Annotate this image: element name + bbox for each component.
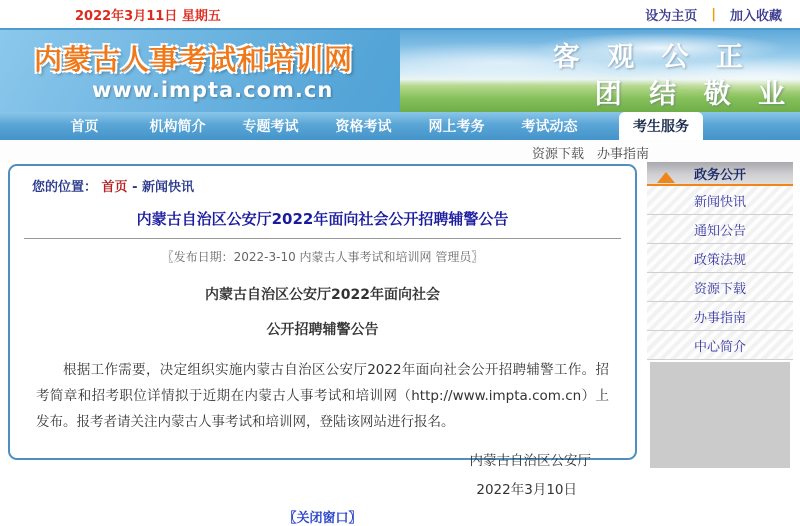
subnav-service-guide[interactable]: 办事指南: [597, 147, 650, 162]
breadcrumb-prefix: 您的位置：: [32, 180, 98, 195]
title-divider: [24, 238, 621, 239]
subnav-resource-download[interactable]: 资源下载: [532, 147, 585, 162]
article-signature-date: 2022年3月10日: [476, 482, 577, 498]
breadcrumb: [10, 166, 635, 195]
breadcrumb-separator: -: [132, 180, 143, 195]
triangle-up-icon: [657, 172, 675, 183]
header-scenery-image: [400, 30, 800, 112]
nav-item-home[interactable]: 首页: [70, 119, 99, 135]
slogan-line-1: 客 观 公 正: [552, 42, 752, 73]
article-body-paragraph: 根据工作需要，决定组织实施内蒙古自治区公安厅2022年面向社会公开招聘辅警工作。招考简章和招考职位详情拟于近期在内蒙古人事考试和培训网（http://www.impta.com.cn）上发布。报考者请关注内蒙古人事考试和培训网，登陆该网站进行报名。: [36, 362, 609, 430]
main-navigation: [0, 112, 800, 140]
top-utility-bar: [0, 0, 800, 28]
breadcrumb-home-link[interactable]: 首页: [101, 180, 128, 195]
article-subtitle-line1: 内蒙古自治区公安厅2022年面向社会: [205, 287, 440, 303]
site-logo-area: [0, 30, 400, 112]
site-url: www.impta.com.cn: [92, 78, 334, 102]
nav-item-about[interactable]: 机构简介: [149, 119, 206, 135]
sidebar-header: [647, 162, 793, 186]
close-window-link[interactable]: 〖关闭窗口〗: [283, 511, 362, 526]
nav-item-qualification-exams[interactable]: 资格考试: [335, 119, 392, 135]
add-favorite-link[interactable]: 加入收藏: [729, 8, 782, 24]
article-subtitle-line2: 公开招聘辅警公告: [266, 322, 379, 338]
right-sidebar: [647, 162, 793, 468]
sidebar-item-service-guide[interactable]: 办事指南: [647, 302, 793, 331]
nav-item-candidate-services-active[interactable]: 考生服务: [619, 112, 703, 140]
article-title: 内蒙古自治区公安厅2022年面向社会公开招聘辅警公告: [136, 210, 509, 228]
link-separator: |: [711, 6, 716, 22]
sidebar-item-center-intro[interactable]: 中心简介: [647, 331, 793, 360]
main-area: [0, 162, 800, 526]
sub-navigation: [0, 140, 800, 162]
top-links: [645, 5, 782, 24]
article-content-box: [8, 164, 637, 526]
nav-item-online-exam-affairs[interactable]: 网上考务: [428, 119, 485, 135]
sidebar-item-downloads[interactable]: 资源下载: [647, 273, 793, 302]
set-homepage-link[interactable]: 设为主页: [645, 8, 698, 24]
breadcrumb-current[interactable]: 新闻快讯: [142, 180, 195, 195]
sidebar-filler: [650, 362, 790, 468]
sidebar-item-notices[interactable]: 通知公告: [647, 215, 793, 244]
sidebar-title: 政务公开: [693, 167, 746, 183]
nav-item-special-exams[interactable]: 专题考试: [242, 119, 299, 135]
slogan-line-2: 团 结 敬 业: [594, 79, 794, 110]
site-logo-text[interactable]: 内蒙古人事考试和培训网: [34, 43, 354, 76]
site-header-banner: [0, 28, 800, 112]
current-date: 2022年3月11日 星期五: [75, 8, 221, 24]
article-signature: 内蒙古自治区公安厅: [469, 453, 591, 469]
sidebar-item-news[interactable]: 新闻快讯: [647, 186, 793, 215]
article-publish-meta: 〖发布日期：2022-3-10 内蒙古人事考试和培训网 管理员〗: [161, 250, 484, 264]
nav-item-exam-news[interactable]: 考试动态: [521, 119, 578, 135]
sidebar-item-policies[interactable]: 政策法规: [647, 244, 793, 273]
